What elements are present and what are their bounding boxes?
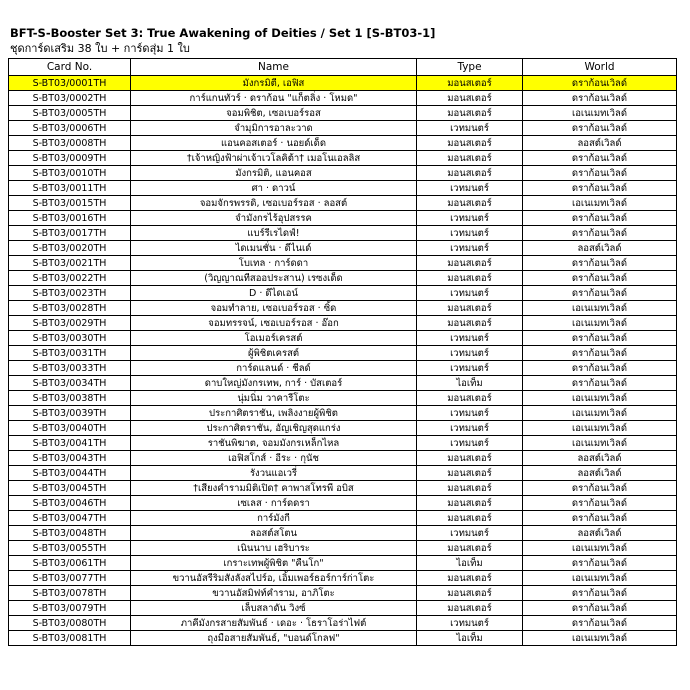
cell-type: มอนสเตอร์ — [417, 106, 523, 121]
cell-name: แบร์รีเรไดฟ์! — [131, 226, 417, 241]
cell-name: ภาคีมังกรสายสัมพันธ์ · เดอะ · โธราโอร่าไฟต์ — [131, 616, 417, 631]
cell-world: ดราก้อนเวิลด์ — [523, 166, 677, 181]
cell-type: เวทมนตร์ — [417, 331, 523, 346]
table-row — [9, 166, 677, 181]
cell-name: การ์ดแลนด์ · ชีลด์ — [131, 361, 417, 376]
cell-world: ดราก้อนเวิลด์ — [523, 361, 677, 376]
cell-card-no: S-BT03/0045TH — [9, 481, 131, 496]
cell-name: โอเมอร์เครสต์ — [131, 331, 417, 346]
cell-card-no: S-BT03/0047TH — [9, 511, 131, 526]
table-header-row — [9, 59, 677, 76]
cell-name: รังวนแอเวรี่ — [131, 466, 417, 481]
cell-type: มอนสเตอร์ — [417, 271, 523, 286]
table-row — [9, 376, 677, 391]
cell-world: ดราก้อนเวิลด์ — [523, 481, 677, 496]
table-row — [9, 496, 677, 511]
cell-name: จอมทำลาย, เซอเบอร์รอส · ซิ้ด — [131, 301, 417, 316]
cell-name: มังกรมิตี, เอฟิส — [131, 76, 417, 91]
cell-world: ลอสต์เวิลด์ — [523, 466, 677, 481]
cell-type: ไอเท็ม — [417, 376, 523, 391]
cell-type: มอนสเตอร์ — [417, 481, 523, 496]
cell-card-no: S-BT03/0029TH — [9, 316, 131, 331]
cell-card-no: S-BT03/0015TH — [9, 196, 131, 211]
cell-card-no: S-BT03/0077TH — [9, 571, 131, 586]
cell-world: ดราก้อนเวิลด์ — [523, 586, 677, 601]
cell-card-no: S-BT03/0023TH — [9, 286, 131, 301]
table-row — [9, 631, 677, 646]
cell-world: เอเนเมทเวิลด์ — [523, 316, 677, 331]
cell-card-no: S-BT03/0030TH — [9, 331, 131, 346]
cell-name: ประกาศิตราชัน, อัญเชิญสุดแกร่ง — [131, 421, 417, 436]
cell-type: เวทมนตร์ — [417, 406, 523, 421]
cell-world: ดราก้อนเวิลด์ — [523, 616, 677, 631]
cell-world: ดราก้อนเวิลด์ — [523, 211, 677, 226]
cell-name: ศา · ดาวน์ — [131, 181, 417, 196]
cell-card-no: S-BT03/0016TH — [9, 211, 131, 226]
cell-name: †เสียงคำรามมิติเปิด† คาพาสโทรพี อบิส — [131, 481, 417, 496]
cell-name: การ์มังกี — [131, 511, 417, 526]
cell-world: ลอสต์เวิลด์ — [523, 526, 677, 541]
cell-type: มอนสเตอร์ — [417, 466, 523, 481]
cell-card-no: S-BT03/0005TH — [9, 106, 131, 121]
cell-card-no: S-BT03/0038TH — [9, 391, 131, 406]
cell-card-no: S-BT03/0022TH — [9, 271, 131, 286]
cell-type: มอนสเตอร์ — [417, 391, 523, 406]
cell-name: ประกาศิตราชัน, เพลิงงายผู้พิชิต — [131, 406, 417, 421]
cell-type: เวทมนตร์ — [417, 181, 523, 196]
cell-type: มอนสเตอร์ — [417, 166, 523, 181]
table-row — [9, 286, 677, 301]
cell-world: ดราก้อนเวิลด์ — [523, 601, 677, 616]
cell-type: มอนสเตอร์ — [417, 496, 523, 511]
cell-type: เวทมนตร์ — [417, 616, 523, 631]
column-header-world: World — [523, 59, 677, 76]
cell-type: มอนสเตอร์ — [417, 301, 523, 316]
cell-type: มอนสเตอร์ — [417, 451, 523, 466]
table-row — [9, 301, 677, 316]
table-row — [9, 601, 677, 616]
table-row — [9, 406, 677, 421]
cell-world: เอเนเมทเวิลด์ — [523, 301, 677, 316]
table-row — [9, 331, 677, 346]
cell-card-no: S-BT03/0081TH — [9, 631, 131, 646]
cell-world: ดราก้อนเวิลด์ — [523, 556, 677, 571]
cell-card-no: S-BT03/0009TH — [9, 151, 131, 166]
table-row — [9, 571, 677, 586]
cell-name: ลอสต์สโตน — [131, 526, 417, 541]
table-row — [9, 526, 677, 541]
table-row — [9, 136, 677, 151]
cell-type: มอนสเตอร์ — [417, 571, 523, 586]
table-row — [9, 91, 677, 106]
cell-card-no: S-BT03/0048TH — [9, 526, 131, 541]
cell-type: เวทมนตร์ — [417, 421, 523, 436]
table-row — [9, 211, 677, 226]
cell-name: การ์แกนทัวร์ · ดราก้อน "แก็ตลิ่ง · โหมด" — [131, 91, 417, 106]
cell-name: (วิญญาณทีสออประสาน) เรซงเด็ด — [131, 271, 417, 286]
table-row — [9, 511, 677, 526]
cell-name: จำมังกรไร้อุปสรรค — [131, 211, 417, 226]
cell-card-no: S-BT03/0001TH — [9, 76, 131, 91]
cell-type: มอนสเตอร์ — [417, 256, 523, 271]
cell-name: †เจ้าหญิงฟ้าผ่าเจ้าเวโลคิต้า† เมอโนเอลลิส — [131, 151, 417, 166]
cell-name: นุ่มนิ่ม วาคารีโตะ — [131, 391, 417, 406]
cell-type: มอนสเตอร์ — [417, 511, 523, 526]
column-header-card-no: Card No. — [9, 59, 131, 76]
cell-card-no: S-BT03/0011TH — [9, 181, 131, 196]
cell-name: เกราะเทพผู้พิชิต "คืนโก" — [131, 556, 417, 571]
cell-card-no: S-BT03/0028TH — [9, 301, 131, 316]
cell-name: ดาบใหญ่มังกรเทพ, การ์ · บัสเตอร์ — [131, 376, 417, 391]
cell-card-no: S-BT03/0079TH — [9, 601, 131, 616]
cell-type: มอนสเตอร์ — [417, 601, 523, 616]
cell-world: เอเนเมทเวิลด์ — [523, 421, 677, 436]
table-row — [9, 421, 677, 436]
cell-world: เอเนเมทเวิลด์ — [523, 406, 677, 421]
cell-world: ดราก้อนเวิลด์ — [523, 181, 677, 196]
cell-world: ดราก้อนเวิลด์ — [523, 331, 677, 346]
table-row — [9, 466, 677, 481]
table-body — [9, 76, 677, 646]
table-row — [9, 346, 677, 361]
cell-card-no: S-BT03/0033TH — [9, 361, 131, 376]
table-row — [9, 196, 677, 211]
cell-name: ไดเมนชั่น · ดีไนเด์ — [131, 241, 417, 256]
cell-world: เอเนเมทเวิลด์ — [523, 391, 677, 406]
cell-name: จอมจักรพรรดิ, เซอเบอร์รอส · ลอสต์ — [131, 196, 417, 211]
cell-type: มอนสเตอร์ — [417, 91, 523, 106]
table-row — [9, 541, 677, 556]
cell-name: ราชันพิฆาต, จอมมังกรเหล็กไหล — [131, 436, 417, 451]
table-row — [9, 436, 677, 451]
cell-card-no: S-BT03/0002TH — [9, 91, 131, 106]
cell-world: ดราก้อนเวิลด์ — [523, 271, 677, 286]
cell-card-no: S-BT03/0034TH — [9, 376, 131, 391]
cell-world: ลอสต์เวิลด์ — [523, 136, 677, 151]
cell-card-no: S-BT03/0061TH — [9, 556, 131, 571]
cell-card-no: S-BT03/0078TH — [9, 586, 131, 601]
table-row — [9, 271, 677, 286]
table-row — [9, 616, 677, 631]
cell-type: เวทมนตร์ — [417, 241, 523, 256]
table-row — [9, 151, 677, 166]
cell-world: เอเนเมทเวิลด์ — [523, 106, 677, 121]
cell-name: จอมทรรจน์, เซอเบอร์รอส · อ๊อก — [131, 316, 417, 331]
cell-world: ดราก้อนเวิลด์ — [523, 256, 677, 271]
cell-name: มังกรมิติ, แอนคอส — [131, 166, 417, 181]
cell-world: เอเนเมทเวิลด์ — [523, 541, 677, 556]
cell-world: ดราก้อนเวิลด์ — [523, 496, 677, 511]
table-row — [9, 451, 677, 466]
cell-world: เอเนเมทเวิลด์ — [523, 571, 677, 586]
cell-card-no: S-BT03/0039TH — [9, 406, 131, 421]
cell-world: ดราก้อนเวิลด์ — [523, 376, 677, 391]
cell-name: เนินนาบ เฮริบาระ — [131, 541, 417, 556]
table-row — [9, 106, 677, 121]
cell-name: โบเทล · การ์ดดา — [131, 256, 417, 271]
cell-card-no: S-BT03/0008TH — [9, 136, 131, 151]
cell-name: ถุงมือสายสัมพันธ์, "บอนด์โกลฟ" — [131, 631, 417, 646]
cell-world: ดราก้อนเวิลด์ — [523, 121, 677, 136]
cell-type: เวทมนตร์ — [417, 121, 523, 136]
cell-type: มอนสเตอร์ — [417, 541, 523, 556]
card-list-table — [8, 58, 677, 646]
cell-card-no: S-BT03/0043TH — [9, 451, 131, 466]
cell-card-no: S-BT03/0055TH — [9, 541, 131, 556]
cell-name: เล็บสลาดัน วิงซ์ — [131, 601, 417, 616]
table-row — [9, 586, 677, 601]
cell-world: เอเนเมทเวิลด์ — [523, 196, 677, 211]
cell-name: จำมุมิการอาละวาด — [131, 121, 417, 136]
cell-type: มอนสเตอร์ — [417, 316, 523, 331]
cell-world: ดราก้อนเวิลด์ — [523, 346, 677, 361]
table-row — [9, 241, 677, 256]
cell-name: ผู้พิชิตเครสต์ — [131, 346, 417, 361]
cell-card-no: S-BT03/0017TH — [9, 226, 131, 241]
cell-card-no: S-BT03/0041TH — [9, 436, 131, 451]
cell-type: เวทมนตร์ — [417, 211, 523, 226]
page-subtitle: ชุดการ์ดเสริม 38 ใบ + การ์ดสุ่ม 1 ใบ — [10, 42, 190, 55]
cell-type: ไอเท็ม — [417, 631, 523, 646]
cell-type: มอนสเตอร์ — [417, 586, 523, 601]
cell-type: มอนสเตอร์ — [417, 136, 523, 151]
cell-world: ดราก้อนเวิลด์ — [523, 151, 677, 166]
cell-name: ขวานอัสรีริมสังลังสไปร์อ, เอิ้มเพอร์ธอร์การ์ก่าโตะ — [131, 571, 417, 586]
cell-name: เอฟิสโกส์ · อีระ · กุนัช — [131, 451, 417, 466]
cell-card-no: S-BT03/0006TH — [9, 121, 131, 136]
cell-type: เวทมนตร์ — [417, 286, 523, 301]
table-row — [9, 556, 677, 571]
cell-world: ลอสต์เวิลด์ — [523, 451, 677, 466]
table-row — [9, 316, 677, 331]
cell-card-no: S-BT03/0020TH — [9, 241, 131, 256]
cell-world: ดราก้อนเวิลด์ — [523, 91, 677, 106]
table-row — [9, 481, 677, 496]
cell-card-no: S-BT03/0046TH — [9, 496, 131, 511]
cell-type: เวทมนตร์ — [417, 226, 523, 241]
cell-world: ลอสต์เวิลด์ — [523, 241, 677, 256]
cell-type: มอนสเตอร์ — [417, 151, 523, 166]
cell-name: แอนคอสเตอร์ · นอยด์เด็ด — [131, 136, 417, 151]
cell-card-no: S-BT03/0021TH — [9, 256, 131, 271]
cell-card-no: S-BT03/0010TH — [9, 166, 131, 181]
cell-world: เอเนเมทเวิลด์ — [523, 631, 677, 646]
cell-type: เวทมนตร์ — [417, 346, 523, 361]
cell-type: เวทมนตร์ — [417, 526, 523, 541]
cell-world: เอเนเมทเวิลด์ — [523, 436, 677, 451]
table-row — [9, 361, 677, 376]
cell-world: ดราก้อนเวิลด์ — [523, 511, 677, 526]
cell-card-no: S-BT03/0031TH — [9, 346, 131, 361]
cell-name: จอมพิชิต, เซอเบอร์รอส — [131, 106, 417, 121]
page-title: BFT-S-Booster Set 3: True Awakening of Deities / Set 1 [S-BT03-1] — [10, 26, 436, 40]
table-row — [9, 181, 677, 196]
table-row — [9, 391, 677, 406]
cell-world: ดราก้อนเวิลด์ — [523, 286, 677, 301]
table-row — [9, 256, 677, 271]
cell-type: เวทมนตร์ — [417, 436, 523, 451]
cell-type: มอนสเตอร์ — [417, 196, 523, 211]
cell-card-no: S-BT03/0044TH — [9, 466, 131, 481]
cell-card-no: S-BT03/0040TH — [9, 421, 131, 436]
table-row — [9, 121, 677, 136]
column-header-name: Name — [131, 59, 417, 76]
column-header-type: Type — [417, 59, 523, 76]
cell-name: D · ดีไดเอน์ — [131, 286, 417, 301]
cell-world: ดราก้อนเวิลด์ — [523, 226, 677, 241]
table-row — [9, 226, 677, 241]
cell-name: เซเลส · การ์ดดรา — [131, 496, 417, 511]
cell-name: ขวานอัสมิฟท์คำราม, อาภิโตะ — [131, 586, 417, 601]
table-row — [9, 76, 677, 91]
cell-world: ดราก้อนเวิลด์ — [523, 76, 677, 91]
cell-type: เวทมนตร์ — [417, 361, 523, 376]
cell-type: มอนสเตอร์ — [417, 76, 523, 91]
cell-type: ไอเท็ม — [417, 556, 523, 571]
cell-card-no: S-BT03/0080TH — [9, 616, 131, 631]
